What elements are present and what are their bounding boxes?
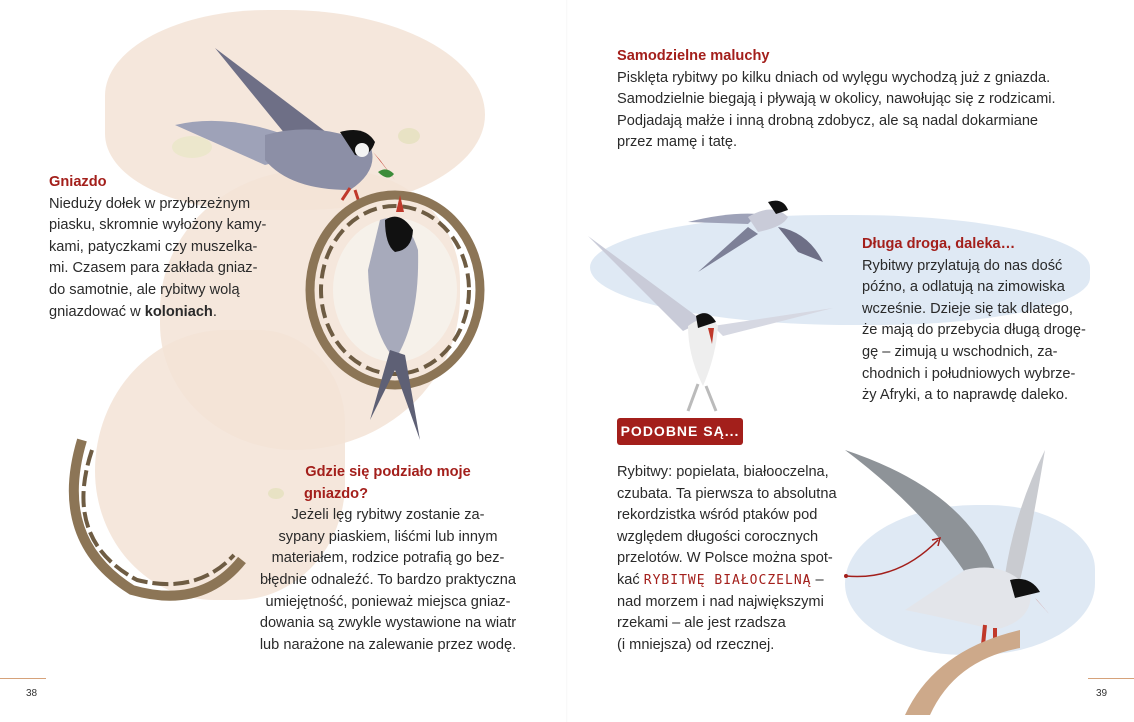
footer-rule bbox=[0, 678, 46, 679]
colonies-keyword: koloniach bbox=[144, 303, 213, 320]
chicks-section-title: Samodzielne maluchy bbox=[617, 48, 770, 64]
similar-text-line: względem długości corocznych bbox=[617, 528, 819, 545]
chicks-text-line: przez mamę i tatę. bbox=[617, 134, 738, 151]
similar-text-line: (i mniejsza) od rzecznej. bbox=[617, 636, 775, 653]
similar-species-section bbox=[617, 462, 867, 656]
similar-species-badge: PODOBNE SĄ... bbox=[617, 418, 743, 445]
migration-section bbox=[862, 234, 1102, 407]
lost-nest-text-line: lub narażone na zalewanie przez wodę. bbox=[259, 636, 517, 653]
book-gutter bbox=[566, 0, 568, 722]
lost-nest-text-line: błędnie odnaleźć. To bardzo praktyczna bbox=[259, 571, 517, 588]
lost-nest-title-line: gniazdo? bbox=[303, 485, 369, 502]
nest-text-punct: . bbox=[212, 303, 217, 320]
chicks-section bbox=[617, 46, 1097, 154]
migration-text-line: Rybitwy przylatują do nas dość bbox=[862, 257, 1063, 274]
chicks-text-line: Podjadają małże i inną drobną zdobycz, ale są nadal dokarmiane bbox=[617, 112, 1039, 129]
migration-text-line: gę – zimują u wschodnich, za- bbox=[862, 343, 1058, 360]
page-number: 39 bbox=[1096, 688, 1108, 699]
similar-text-line: rekordzistka wśród ptaków pod bbox=[617, 507, 818, 524]
similar-text-line: przelotów. W Polsce można spot- bbox=[617, 550, 833, 567]
similar-text-line: czubata. Ta pierwsza to absolutna bbox=[617, 485, 837, 502]
nest-text-line: mi. Czasem para zakłada gniaz- bbox=[49, 260, 258, 277]
similar-text-line: kać bbox=[617, 571, 644, 588]
migration-text-line: wcześnie. Dzieje się tak dlatego, bbox=[862, 300, 1073, 317]
lost-nest-text-line: materiałem, rodzice potrafią go bez- bbox=[271, 550, 505, 567]
abandoned-nest-illustration bbox=[62, 430, 252, 610]
similar-text-line: Rybitwy: popielata, białooczelna, bbox=[617, 464, 829, 480]
nest-text-line: gniazdować w bbox=[49, 303, 145, 320]
tern-illustration-flying-large bbox=[588, 236, 838, 416]
migration-text-line: późno, a odlatują na zimowiska bbox=[862, 279, 1065, 296]
migration-text-line: że mają do przebycia długą drogę- bbox=[862, 322, 1086, 339]
chicks-text-line: Pisklęta rybitwy po kilku dniach od wylęgu wychodzą już z gniazda. bbox=[617, 69, 1051, 86]
migration-text-line: chodnich i południowych wybrze- bbox=[862, 365, 1076, 382]
nest-text-line: Nieduży dołek w przybrzeżnym bbox=[49, 195, 251, 212]
similar-text-line: rzekami – ale jest rzadsza bbox=[617, 615, 786, 632]
lost-nest-text-line: umiejętność, ponieważ miejsca gniaz- bbox=[265, 593, 511, 610]
nest-text-line: piasku, skromnie wyłożony kamy- bbox=[49, 217, 267, 234]
lost-nest-text-line: dowania są zwykle wystawione na wiatr bbox=[259, 615, 517, 632]
similar-text-line: nad morzem i nad największymi bbox=[617, 593, 824, 610]
migration-text-line: ży Afryki, a to naprawdę daleko. bbox=[862, 387, 1069, 404]
lost-nest-text-line: sypany piaskiem, liśćmi lub innym bbox=[278, 528, 498, 545]
nest-section bbox=[49, 172, 289, 323]
nest-text-line: kami, patyczkami czy muszelka- bbox=[49, 238, 258, 255]
handwritten-species-name: RYBITWĘ BIAŁOCZELNĄ bbox=[643, 572, 812, 588]
chicks-text-line: Samodzielnie biegają i pływają w okolicy, nawołując się z rodzicami. bbox=[617, 91, 1056, 108]
nest-section-title: Gniazdo bbox=[49, 174, 107, 190]
lost-nest-title bbox=[248, 462, 528, 505]
lost-nest-section bbox=[248, 462, 528, 656]
lost-nest-title-line: Gdzie się podziało moje bbox=[305, 464, 471, 480]
nest-text-line: do samotnie, ale rybitwy wolą bbox=[49, 281, 240, 298]
stone-illustration bbox=[172, 136, 212, 158]
nest-with-tern-illustration bbox=[300, 190, 490, 450]
page-number: 38 bbox=[26, 688, 38, 699]
lost-nest-text-line: Jeżeli lęg rybitwy zostanie za- bbox=[291, 507, 485, 524]
stone-illustration bbox=[398, 128, 420, 144]
similar-text-dash: – bbox=[811, 571, 824, 588]
migration-section-title: Długa droga, daleka… bbox=[862, 236, 1016, 252]
footer-rule bbox=[1088, 678, 1134, 679]
